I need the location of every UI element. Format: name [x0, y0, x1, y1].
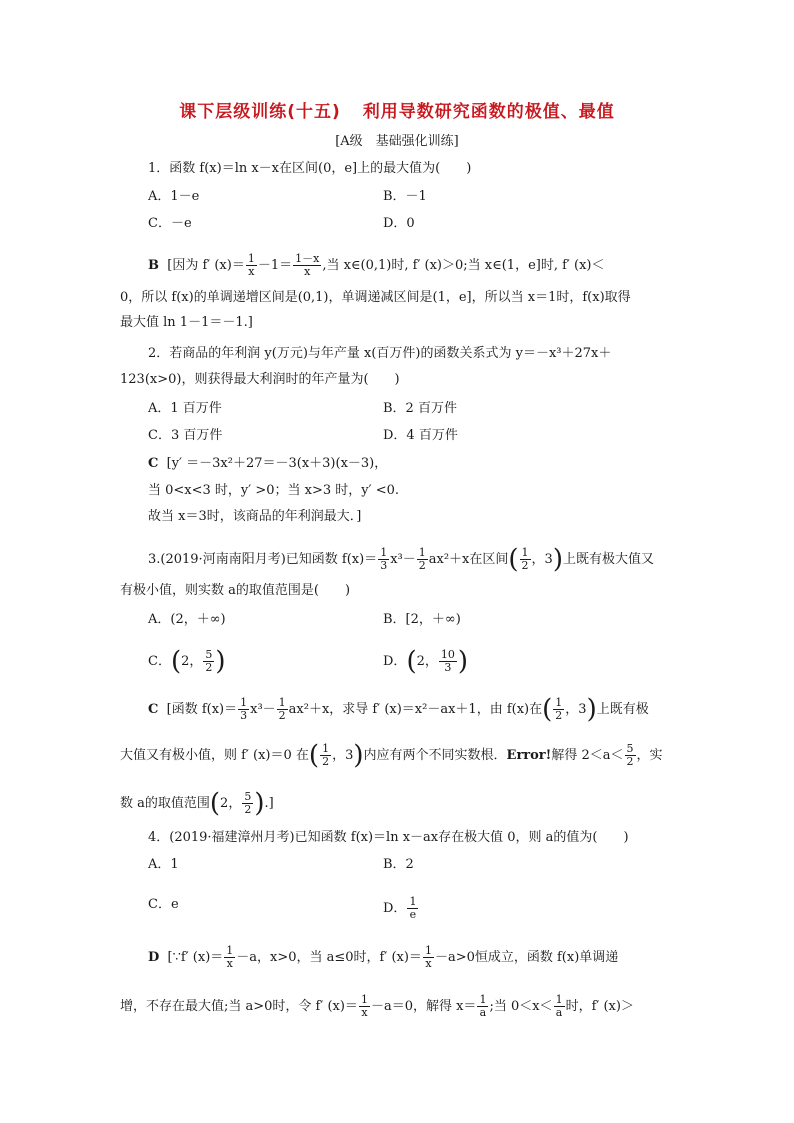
frac-den: x [425, 957, 432, 970]
frac-den: x [226, 957, 233, 970]
q3-sol-text: 2， [220, 796, 242, 811]
frac-num: 1 [555, 696, 563, 709]
q3-sol-text: ，3 [565, 702, 587, 717]
q1-answer-letter: B [148, 258, 159, 273]
frac-den: 3 [240, 709, 248, 722]
q4-solution-line1 [148, 945, 618, 970]
q3-option-b: B．[2，＋∞) [383, 612, 461, 627]
q3-text: ，3 [531, 552, 553, 567]
q2-stem-line2: 123(x>0)，则获得最大利润时的年产量为( ) [120, 372, 400, 387]
frac-num: 1 [424, 944, 432, 957]
q3-text: 2， [181, 654, 203, 669]
frac-den: 2 [244, 803, 252, 816]
q3-solution-line1: C [函数 f(x)＝ $\frac{1}{3}$ x³－ $\frac{1}{2}$ ax²＋x，求导 f′ (x)＝x²－ax＋1，由 f(x)在( $\frac{1}{2}$ ，3)上既有极 [148, 694, 649, 725]
frac [553, 697, 564, 722]
frac-num: 1 [226, 944, 234, 957]
q3-text: C． [148, 654, 171, 669]
q1-sol-text: －1＝ [257, 258, 293, 273]
q3-c-frac [203, 649, 214, 674]
q1-option-d: D．0 [383, 216, 415, 231]
q3-option-c: C．(2， $\frac{5}{2}$ ) [148, 646, 226, 677]
frac-num: 1 [380, 546, 388, 559]
frac [625, 743, 636, 768]
q3-solution-line2: 大值又有极小值，则 f′ (x)＝0 在( $\frac{1}{2}$ ，3)内应有两个不同实数根．Error!解得 2＜a＜ $\frac{5}{2}$ ，实 [120, 740, 663, 771]
q3-option-a: A．(2，＋∞) [148, 612, 226, 627]
q3-answer-letter: C [148, 702, 159, 717]
q4-text: D． [383, 901, 407, 916]
page-title [0, 97, 794, 122]
q3-interval-frac [520, 547, 531, 572]
q3-sol-text: 内应有两个不同实数根． [363, 748, 507, 763]
q3-solution-line3: 数 a的取值范围(2， $\frac{5}{2}$ ).] [120, 788, 274, 819]
frac-num: 1－x [295, 252, 320, 265]
frac-num: 1 [418, 546, 426, 559]
q3-frac-1-2 [417, 547, 428, 572]
frac [238, 697, 249, 722]
q2-solution-line2: 当 0<x<3 时，y′ >0；当 x>3 时，y′ <0. [148, 483, 399, 498]
q2-option-d: D．4 百万件 [383, 428, 458, 443]
frac-den: x [248, 265, 255, 278]
q2-sol-text: [y′ ＝－3x²＋27＝－3(x＋3)(x－3)， [166, 456, 388, 471]
frac-den: 2 [278, 709, 286, 722]
q3-sol-text: 解得 2＜a＜ [551, 748, 624, 763]
q3-sol-text: x³－ [250, 702, 276, 717]
q1-solution-line1 [148, 253, 604, 278]
frac-num: 5 [626, 742, 634, 755]
frac-den: 3 [380, 559, 388, 572]
q2-option-a: A．1 百万件 [148, 401, 222, 416]
q3-text: D． [383, 654, 407, 669]
q4-option-d [383, 896, 419, 921]
frac-num: 1 [360, 993, 368, 1006]
q3-d-frac [439, 649, 457, 674]
q2-stem-line1: 2．若商品的年利润 y(万元)与年产量 x(百万件)的函数关系式为 y＝－x³＋27x＋ [148, 346, 612, 361]
frac-num: 1 [555, 993, 563, 1006]
q4-sol-text: ;当 0＜x＜ [489, 999, 553, 1014]
frac-den: 2 [555, 709, 563, 722]
q3-text: ax²＋x在区间 [428, 552, 509, 567]
frac [359, 994, 370, 1019]
q3-sol-text: .] [264, 796, 274, 811]
q1-stem: 1．函数 f(x)＝ln x－x在区间(0，e]上的最大值为( ) [148, 161, 472, 176]
q4-sol-text: －a>0恒成立，函数 f(x)单调递 [434, 950, 619, 965]
q2-solution-line3: 故当 x＝3时，该商品的年利润最大．] [148, 509, 362, 524]
q1-option-c: C．－e [148, 216, 192, 231]
frac [277, 697, 288, 722]
frac-num: 1 [409, 895, 417, 908]
frac-den: e [409, 908, 417, 921]
frac-den: 2 [626, 755, 634, 768]
q3-sol-text: 上既有极 [596, 702, 649, 717]
q3-stem-line1: 3.(2019·河南南阳月考)已知函数 f(x)＝ $\frac{1}{3}$ x³－ $\frac{1}{2}$ ax²＋x在区间( $\frac{1}{2}$ ，3)上既有极大值又 [148, 544, 654, 575]
q4-option-a: A．1 [148, 857, 179, 872]
q3-option-d: D．(2， $\frac{10}{3}$ ) [383, 646, 469, 677]
title-series: 课下层级训练(十五) [179, 102, 341, 122]
q3-stem-line2: 有极小值，则实数 a的取值范围是( ) [120, 583, 351, 598]
frac-den: 2 [418, 559, 426, 572]
frac-num: 1 [247, 252, 255, 265]
frac-num: 1 [479, 993, 487, 1006]
q4-sol-text: －a＝0，解得 x＝ [370, 999, 477, 1014]
q2-option-c: C．3 百万件 [148, 428, 223, 443]
q4-d-frac [407, 896, 418, 921]
q1-solution-line3: 最大值 ln 1－1＝－1.] [120, 315, 253, 330]
frac-den: x [304, 265, 311, 278]
frac-den: 2 [322, 755, 330, 768]
q4-option-b: B．2 [383, 857, 414, 872]
frac-den: a [555, 1006, 563, 1019]
q3-sol-text: 大值又有极小值，则 f′ (x)＝0 在 [120, 748, 309, 763]
frac-num: 1 [240, 696, 248, 709]
q3-sol-text: [函数 f(x)＝ [166, 702, 238, 717]
frac [224, 945, 235, 970]
q4-option-c: C．e [148, 897, 179, 912]
q3-sol-text: ax²＋x，求导 f′ (x)＝x²－ax＋1，由 f(x)在 [288, 702, 543, 717]
q1-solution-line2: 0，所以 f(x)的单调递增区间是(0,1)，单调递减区间是(1，e]，所以当 x＝1时，f(x)取得 [120, 290, 631, 305]
level-heading: [A级 基础强化训练] [335, 134, 459, 149]
frac [554, 994, 565, 1019]
q3-text: 3.(2019·河南南阳月考)已知函数 f(x)＝ [148, 552, 378, 567]
frac [423, 945, 434, 970]
q4-stem: 4．(2019·福建漳州月考)已知函数 f(x)＝ln x－ax存在极大值 0，则 a的值为( ) [148, 830, 629, 845]
frac-den: 3 [444, 661, 452, 674]
frac-num: 5 [205, 648, 213, 661]
frac-num: 1 [322, 742, 330, 755]
frac [242, 791, 253, 816]
q4-sol-text: [∵f′ (x)＝ [167, 950, 224, 965]
q4-sol-text: 时，f′ (x)＞ [565, 999, 634, 1014]
q1-option-a: A．1－e [148, 189, 200, 204]
title-topic: 利用导数研究函数的极值、最值 [362, 102, 615, 122]
frac [320, 743, 331, 768]
q1-option-b: B．－1 [383, 189, 427, 204]
q2-answer-letter: C [148, 456, 159, 471]
q3-sol-text: 数 a的取值范围 [120, 796, 210, 811]
q4-sol-text: －a，x>0，当 a≤0时，f′ (x)＝ [236, 950, 422, 965]
q1-fraction-1 [246, 253, 257, 278]
frac-den: 2 [205, 661, 213, 674]
q3-sol-text: ，3 [332, 748, 354, 763]
q3-text: 2， [416, 654, 438, 669]
frac-num: 10 [440, 648, 455, 661]
q1-sol-text: ,当 x∈(0,1)时, f′ (x)＞0;当 x∈(1，e]时, f′ (x)＜ [322, 258, 605, 273]
frac-num: 5 [244, 790, 252, 803]
q3-text: x³－ [390, 552, 416, 567]
q2-option-b: B．2 百万件 [383, 401, 457, 416]
q4-solution-line2 [120, 994, 634, 1019]
frac-den: 2 [521, 559, 529, 572]
frac [477, 994, 488, 1019]
q3-text: 上既有极大值又 [562, 552, 654, 567]
frac-den: x [361, 1006, 368, 1019]
q4-answer-letter: D [148, 950, 160, 965]
frac-den: a [479, 1006, 487, 1019]
error-marker: Error! [506, 748, 552, 763]
q2-solution-line1 [148, 455, 387, 473]
frac-num: 1 [521, 546, 529, 559]
q3-sol-text: ，实 [636, 748, 663, 763]
q1-fraction-2 [293, 253, 321, 278]
frac-num: 1 [278, 696, 286, 709]
q1-sol-text: [因为 f′ (x)＝ [167, 258, 245, 273]
q3-frac-1-3 [378, 547, 389, 572]
q4-sol-text: 增，不存在最大值;当 a>0时，令 f′ (x)＝ [120, 999, 358, 1014]
